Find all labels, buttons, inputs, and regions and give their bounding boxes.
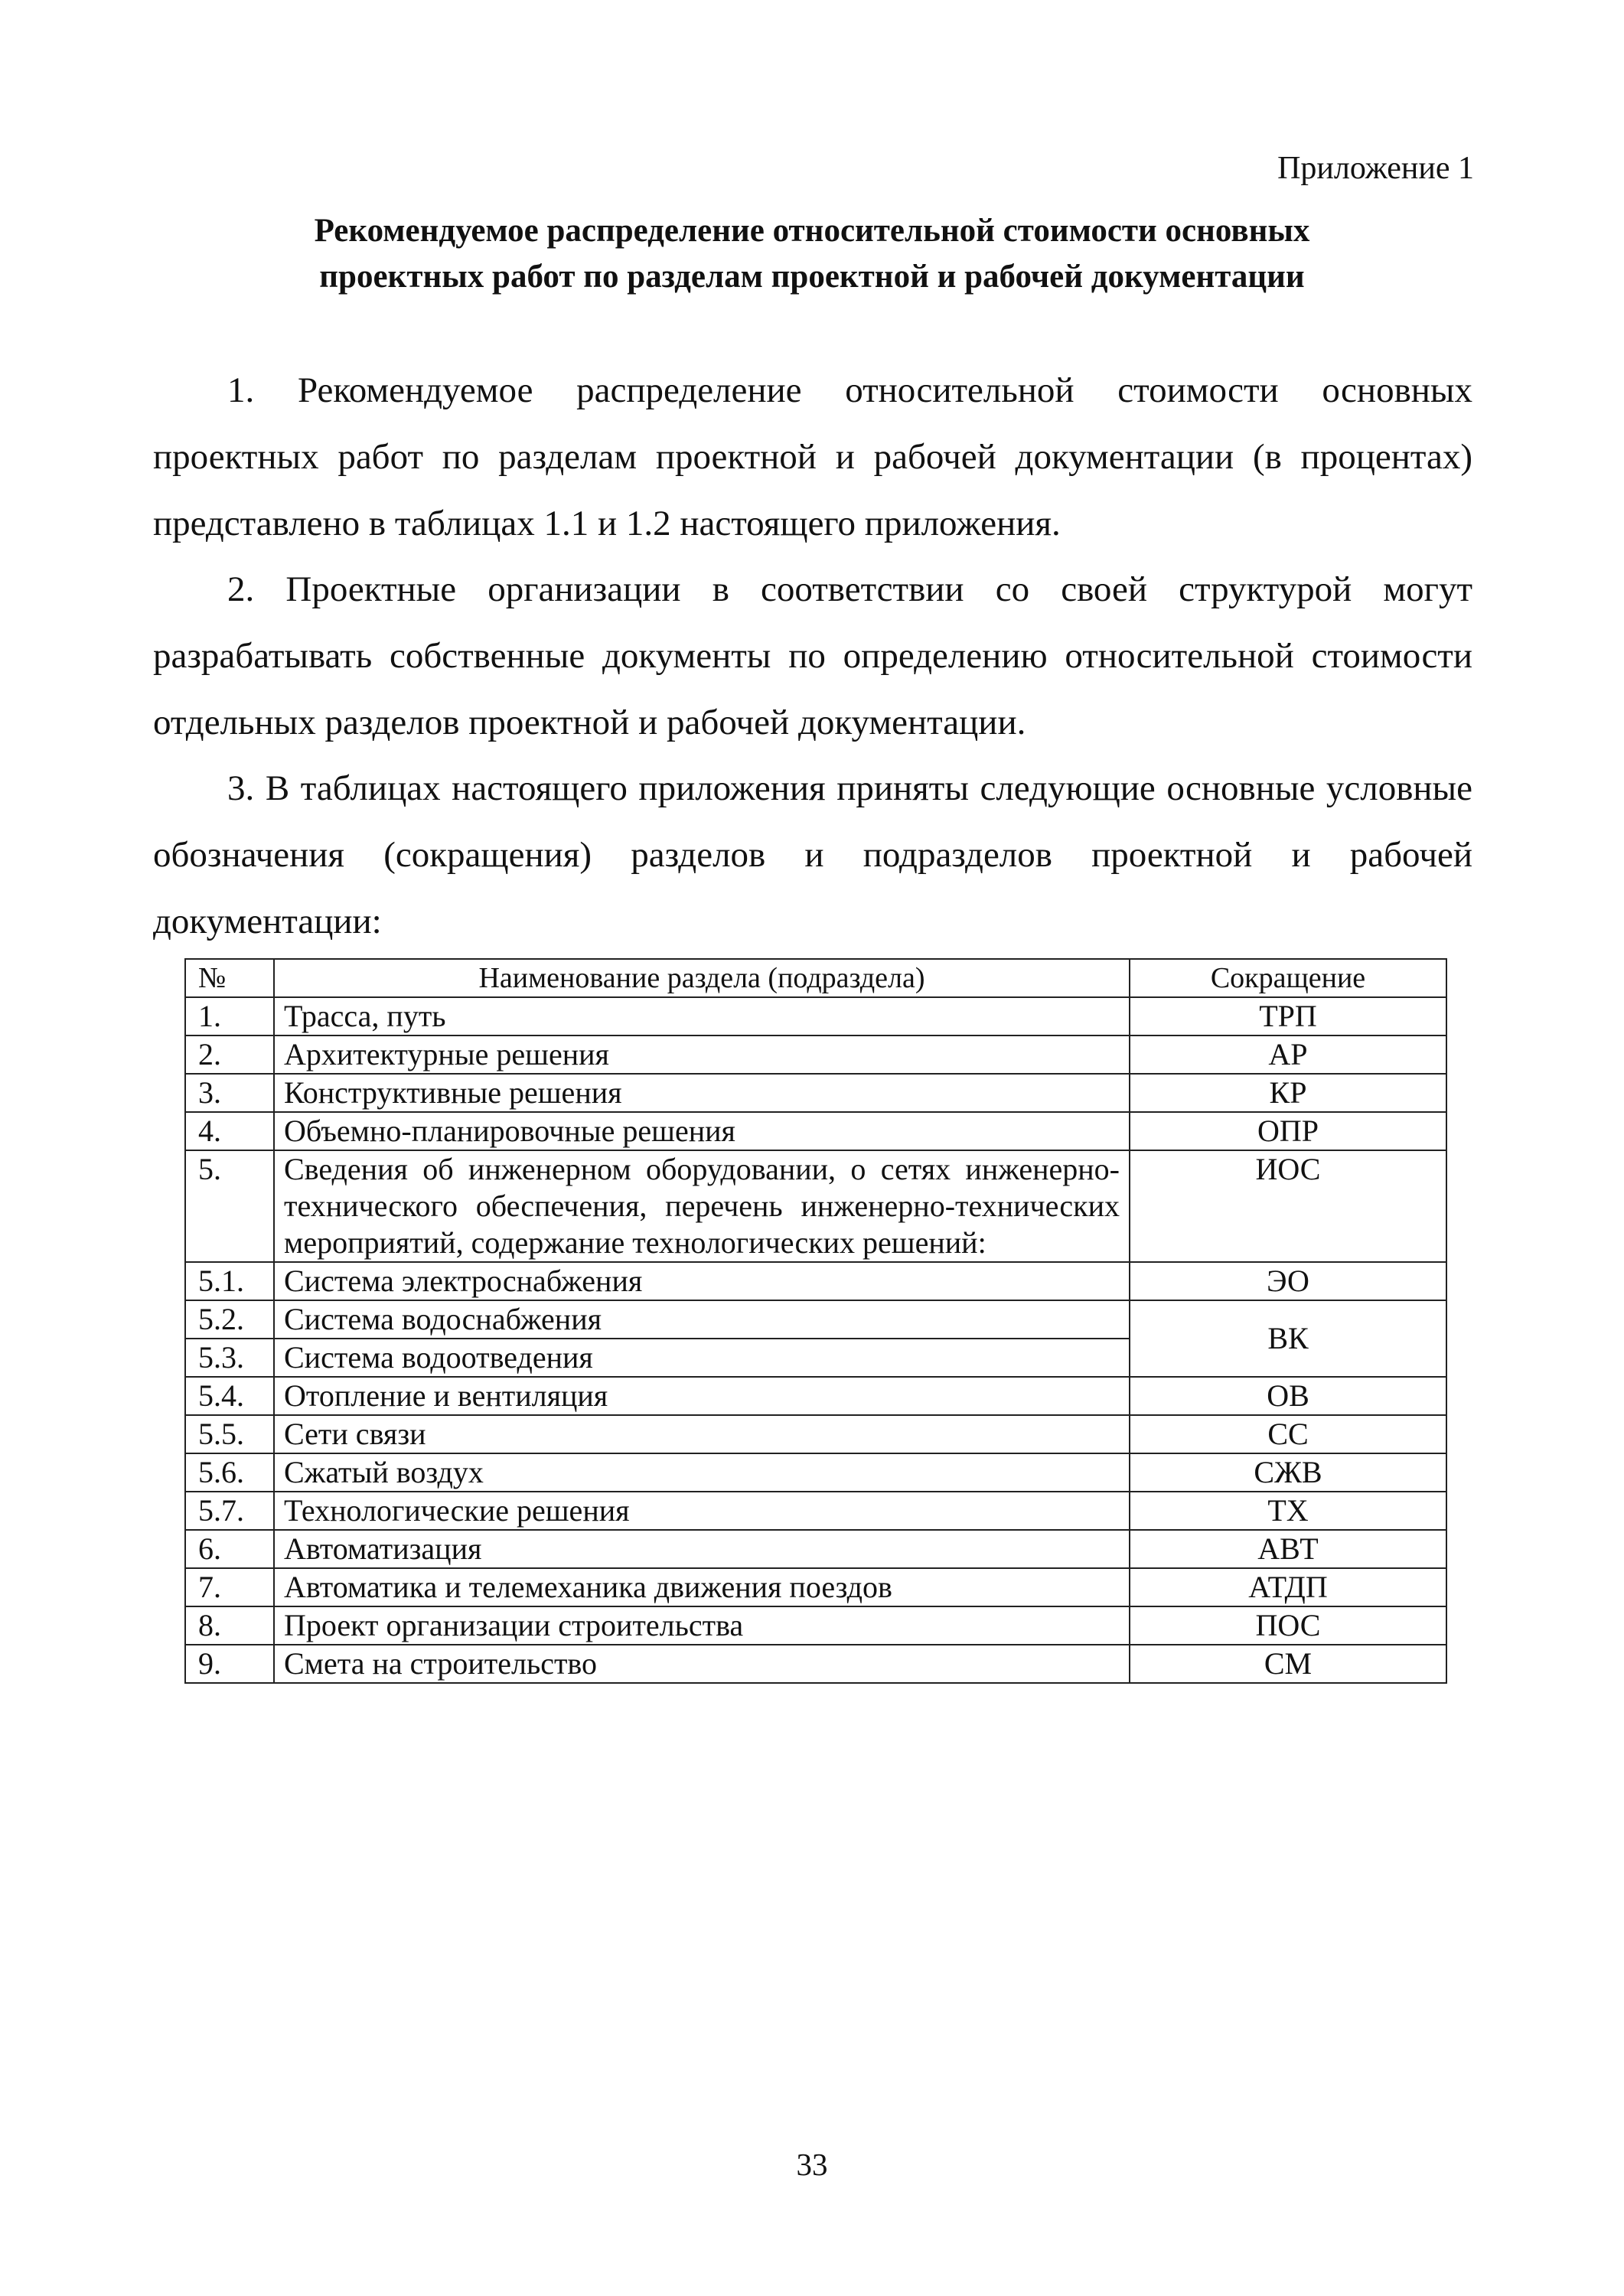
table-row (185, 1530, 1446, 1568)
row-number: 8. (185, 1606, 274, 1645)
row-number: 5.1. (185, 1262, 274, 1300)
table-row (185, 1568, 1446, 1606)
row-name: Система водоснабжения (274, 1300, 1130, 1339)
table-row (185, 1300, 1446, 1339)
row-name: Объемно-планировочные решения (274, 1112, 1130, 1150)
row-abbreviation: ИОС (1130, 1150, 1446, 1262)
row-name: Сжатый воздух (274, 1453, 1130, 1492)
table-row (185, 1453, 1446, 1492)
row-number: 5. (185, 1150, 274, 1262)
row-abbreviation: СЖВ (1130, 1453, 1446, 1492)
title-line-1: Рекомендуемое распределение относительной стоимости основных (314, 213, 1310, 249)
row-name: Архитектурные решения (274, 1035, 1130, 1074)
row-name: Автоматизация (274, 1530, 1130, 1568)
header-section-name: Наименование раздела (подраздела) (274, 959, 1130, 997)
row-abbreviation: ТХ (1130, 1492, 1446, 1530)
row-abbreviation: СС (1130, 1415, 1446, 1453)
table-row (185, 1492, 1446, 1530)
row-number: 5.7. (185, 1492, 274, 1530)
table-row (185, 1150, 1446, 1262)
row-abbreviation: ЭО (1130, 1262, 1446, 1300)
header-abbreviation: Сокращение (1130, 959, 1446, 997)
row-name: Проект организации строительства (274, 1606, 1130, 1645)
row-number: 5.3. (185, 1339, 274, 1377)
row-number: 7. (185, 1568, 274, 1606)
row-number: 6. (185, 1530, 274, 1568)
row-name: Система электроснабжения (274, 1262, 1130, 1300)
table-row (185, 997, 1446, 1035)
row-number: 5.4. (185, 1377, 274, 1415)
paragraph-3: 3. В таблицах настоящего приложения приняты следующие основные условные обозначения (сокращения) разделов и подразделов проектной и рабочей документации: (153, 768, 1472, 941)
title-line-2: проектных работ по разделам проектной и рабочей документации (319, 259, 1305, 295)
table-row (185, 1377, 1446, 1415)
page-number: 33 (796, 2147, 828, 2182)
row-name: Конструктивные решения (274, 1074, 1130, 1112)
table-row (185, 1606, 1446, 1645)
table-row (185, 1415, 1446, 1453)
table-row (185, 1112, 1446, 1150)
paragraph-2: 2. Проектные организации в соответствии со своей структурой могут разрабатывать собственные документы по определению относительной стоимости отдельных разделов проектной и рабочей документации. (153, 569, 1472, 742)
row-number: 9. (185, 1645, 274, 1683)
table-row (185, 1262, 1446, 1300)
appendix-label: Приложение 1 (1277, 151, 1474, 186)
row-number: 2. (185, 1035, 274, 1074)
row-number: 3. (185, 1074, 274, 1112)
table-row (185, 1074, 1446, 1112)
row-abbreviation: АВТ (1130, 1530, 1446, 1568)
row-number: 5.6. (185, 1453, 274, 1492)
row-abbreviation: ВК (1130, 1300, 1446, 1377)
row-name: Система водоотведения (274, 1339, 1130, 1377)
table-row (185, 1645, 1446, 1683)
row-abbreviation: АР (1130, 1035, 1446, 1074)
row-abbreviation: АТДП (1130, 1568, 1446, 1606)
row-name: Трасса, путь (274, 997, 1130, 1035)
row-abbreviation: ОВ (1130, 1377, 1446, 1415)
paragraph-1: 1. Рекомендуемое распределение относительной стоимости основных проектных работ по разделам проектной и рабочей документации (в процентах) представлено в таблицах 1.1 и 1.2 настоящего приложения. (153, 370, 1472, 543)
row-abbreviation: ПОС (1130, 1606, 1446, 1645)
row-number: 5.5. (185, 1415, 274, 1453)
row-name: Сведения об инженерном оборудовании, о сетях инженерно-технического обеспечения, перечень инженерно-технических мероприятий, содержание технологических решений: (274, 1150, 1130, 1262)
row-number: 1. (185, 997, 274, 1035)
row-abbreviation: ТРП (1130, 997, 1446, 1035)
row-number: 4. (185, 1112, 274, 1150)
table-row (185, 1035, 1446, 1074)
page-title (0, 208, 1624, 300)
row-abbreviation: КР (1130, 1074, 1446, 1112)
row-name: Автоматика и телемеханика движения поездов (274, 1568, 1130, 1606)
header-number: № (185, 959, 274, 997)
abbreviations-table (184, 958, 1447, 1684)
row-name: Технологические решения (274, 1492, 1130, 1530)
row-abbreviation: ОПР (1130, 1112, 1446, 1150)
row-name: Сети связи (274, 1415, 1130, 1453)
row-name: Отопление и вентиляция (274, 1377, 1130, 1415)
row-abbreviation: СМ (1130, 1645, 1446, 1683)
row-name: Смета на строительство (274, 1645, 1130, 1683)
row-number: 5.2. (185, 1300, 274, 1339)
table-header-row (185, 959, 1446, 997)
